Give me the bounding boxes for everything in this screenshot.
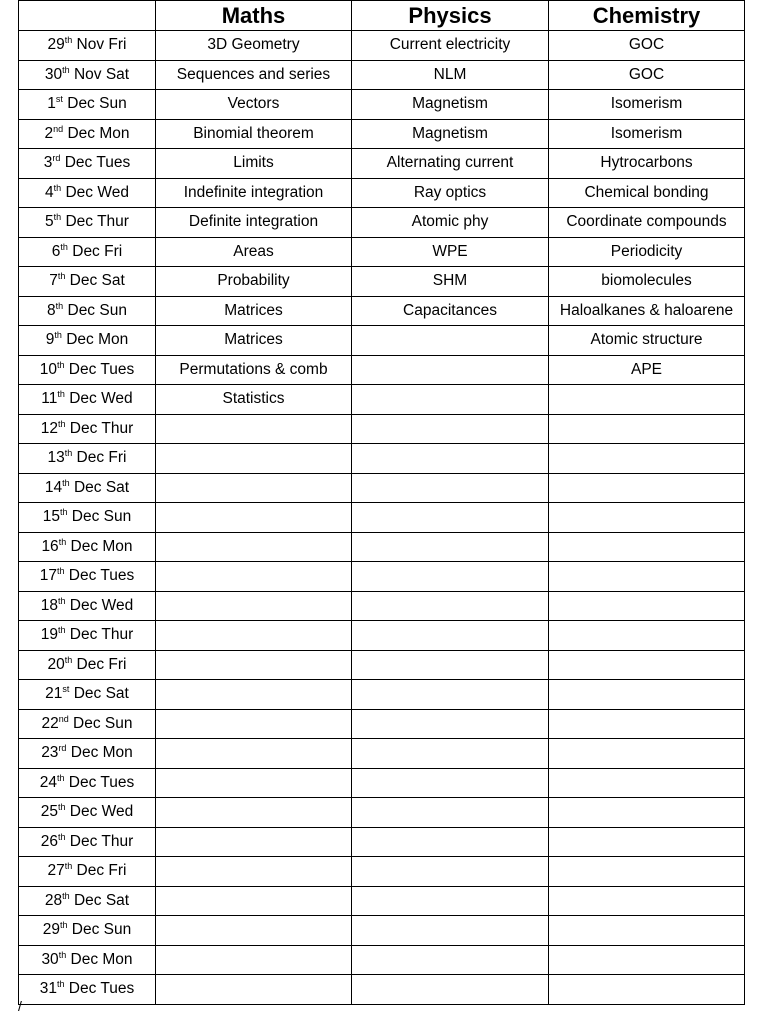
physics-topic-cell: SHM: [352, 267, 549, 297]
maths-topic-cell: Sequences and series: [156, 60, 352, 90]
date-day: 2: [44, 124, 54, 142]
table-row: [19, 296, 745, 326]
table-row: [19, 739, 745, 769]
table-row: [19, 709, 745, 739]
maths-topic-cell: Indefinite integration: [156, 178, 352, 208]
table-row: [19, 562, 745, 592]
chemistry-topic-cell: biomolecules: [549, 267, 745, 297]
table-row: [19, 178, 745, 208]
physics-topic-cell: WPE: [352, 237, 549, 267]
date-month-weekday: Dec Sun: [67, 508, 132, 526]
maths-topic-cell: [156, 680, 352, 710]
date-month-weekday: Dec Mon: [66, 950, 133, 968]
physics-topic-cell: [352, 739, 549, 769]
maths-topic-cell: [156, 562, 352, 592]
date-month-weekday: Dec Wed: [64, 390, 133, 408]
physics-topic-cell: Current electricity: [352, 31, 549, 61]
date-cell: [19, 739, 156, 769]
table-row: [19, 886, 745, 916]
chemistry-topic-cell: Chemical bonding: [549, 178, 745, 208]
date-cell: [19, 503, 156, 533]
maths-topic-cell: [156, 591, 352, 621]
physics-topic-cell: [352, 355, 549, 385]
physics-topic-cell: [352, 916, 549, 946]
date-day: 12: [40, 419, 58, 437]
date-month-weekday: Dec Thur: [65, 419, 134, 437]
date-month-weekday: Dec Thur: [65, 626, 134, 644]
date-ordinal-suffix: th: [54, 330, 62, 341]
date-month-weekday: Dec Fri: [67, 242, 123, 260]
date-cell: [19, 60, 156, 90]
chemistry-topic-cell: Isomerism: [549, 90, 745, 120]
table-row: [19, 149, 745, 179]
date-day: 24: [39, 773, 57, 791]
table-row: [19, 798, 745, 828]
date-month-weekday: Dec Sat: [69, 478, 130, 496]
maths-topic-cell: Areas: [156, 237, 352, 267]
chemistry-topic-cell: [549, 857, 745, 887]
physics-topic-cell: Magnetism: [352, 90, 549, 120]
header-maths: Maths: [156, 1, 352, 31]
physics-topic-cell: [352, 709, 549, 739]
date-day: 28: [44, 891, 63, 909]
date-ordinal-suffix: th: [62, 477, 70, 488]
header-physics: Physics: [352, 1, 549, 31]
date-day: 7: [49, 272, 58, 290]
physics-topic-cell: Ray optics: [352, 178, 549, 208]
date-month-weekday: Nov Fri: [72, 36, 127, 54]
chemistry-topic-cell: [549, 444, 745, 474]
date-cell: [19, 975, 156, 1005]
chemistry-topic-cell: [549, 532, 745, 562]
header-row: [19, 1, 745, 31]
date-cell: [19, 296, 156, 326]
date-day: 4: [45, 183, 54, 201]
date-ordinal-suffix: th: [58, 536, 67, 547]
date-day: 21: [45, 685, 63, 703]
date-cell: [19, 444, 156, 474]
date-cell: [19, 532, 156, 562]
maths-topic-cell: [156, 768, 352, 798]
date-cell: [19, 680, 156, 710]
chemistry-topic-cell: [549, 473, 745, 503]
chemistry-topic-cell: Isomerism: [549, 119, 745, 149]
date-ordinal-suffix: th: [57, 389, 65, 400]
maths-topic-cell: [156, 798, 352, 828]
maths-topic-cell: Matrices: [156, 296, 352, 326]
date-day: 14: [44, 478, 63, 496]
date-month-weekday: Dec Sat: [69, 891, 130, 909]
date-ordinal-suffix: th: [64, 35, 73, 46]
date-month-weekday: Dec Fri: [72, 862, 127, 880]
maths-topic-cell: [156, 650, 352, 680]
table-row: [19, 90, 745, 120]
physics-topic-cell: Capacitances: [352, 296, 549, 326]
maths-topic-cell: [156, 532, 352, 562]
maths-topic-cell: [156, 886, 352, 916]
study-schedule-table: [18, 0, 745, 1005]
date-cell: [19, 237, 156, 267]
maths-topic-cell: [156, 414, 352, 444]
maths-topic-cell: Probability: [156, 267, 352, 297]
date-cell: [19, 886, 156, 916]
physics-topic-cell: [352, 680, 549, 710]
date-day: 30: [44, 65, 63, 83]
date-ordinal-suffix: th: [53, 182, 62, 193]
date-day: 9: [45, 331, 55, 349]
date-month-weekday: Dec Thur: [65, 832, 134, 850]
date-ordinal-suffix: th: [56, 772, 65, 783]
date-day: 22: [41, 714, 59, 732]
date-month-weekday: Dec Tues: [60, 154, 131, 172]
table-row: [19, 650, 745, 680]
date-cell: [19, 827, 156, 857]
maths-topic-cell: [156, 739, 352, 769]
date-cell: [19, 621, 156, 651]
chemistry-topic-cell: [549, 414, 745, 444]
maths-topic-cell: 3D Geometry: [156, 31, 352, 61]
date-ordinal-suffix: th: [56, 359, 65, 370]
physics-topic-cell: [352, 473, 549, 503]
date-month-weekday: Dec Sat: [69, 685, 129, 703]
table-row: [19, 532, 745, 562]
maths-topic-cell: Vectors: [156, 90, 352, 120]
date-cell: [19, 267, 156, 297]
table-row: [19, 414, 745, 444]
date-ordinal-suffix: th: [62, 64, 70, 75]
date-ordinal-suffix: th: [57, 595, 66, 606]
date-month-weekday: Dec Sat: [65, 272, 125, 290]
date-ordinal-suffix: th: [57, 831, 66, 842]
maths-topic-cell: [156, 621, 352, 651]
physics-topic-cell: [352, 621, 549, 651]
date-ordinal-suffix: th: [59, 507, 68, 518]
date-cell: [19, 149, 156, 179]
date-ordinal-suffix: th: [62, 890, 70, 901]
chemistry-topic-cell: [549, 650, 745, 680]
date-day: 26: [40, 832, 58, 850]
physics-topic-cell: [352, 562, 549, 592]
table-row: [19, 444, 745, 474]
date-ordinal-suffix: th: [64, 654, 73, 665]
date-ordinal-suffix: th: [64, 448, 73, 459]
maths-topic-cell: [156, 916, 352, 946]
date-ordinal-suffix: st: [62, 684, 70, 695]
maths-topic-cell: [156, 857, 352, 887]
physics-topic-cell: [352, 886, 549, 916]
maths-topic-cell: Definite integration: [156, 208, 352, 238]
date-ordinal-suffix: st: [55, 94, 63, 105]
date-cell: [19, 945, 156, 975]
date-day: 30: [41, 950, 59, 968]
chemistry-topic-cell: APE: [549, 355, 745, 385]
date-ordinal-suffix: th: [57, 802, 66, 813]
table-row: [19, 385, 745, 415]
physics-topic-cell: [352, 503, 549, 533]
date-cell: [19, 768, 156, 798]
date-day: 8: [47, 301, 56, 319]
table-row: [19, 60, 745, 90]
date-day: 20: [47, 655, 65, 673]
table-row: [19, 267, 745, 297]
date-ordinal-suffix: th: [56, 979, 65, 990]
chemistry-topic-cell: Hytrocarbons: [549, 149, 745, 179]
maths-topic-cell: [156, 975, 352, 1005]
date-month-weekday: Dec Tues: [64, 980, 135, 998]
physics-topic-cell: [352, 650, 549, 680]
date-cell: [19, 208, 156, 238]
date-month-weekday: Dec Mon: [66, 744, 133, 762]
chemistry-topic-cell: GOC: [549, 31, 745, 61]
table-row: [19, 208, 745, 238]
date-cell: [19, 473, 156, 503]
physics-topic-cell: Magnetism: [352, 119, 549, 149]
footer-mark: /: [18, 998, 22, 1014]
schedule-body: [19, 31, 745, 1005]
date-day: 6: [51, 242, 61, 260]
date-day: 27: [47, 862, 65, 880]
date-cell: [19, 178, 156, 208]
date-ordinal-suffix: th: [57, 271, 66, 282]
chemistry-topic-cell: [549, 798, 745, 828]
physics-topic-cell: [352, 768, 549, 798]
date-cell: [19, 326, 156, 356]
maths-topic-cell: [156, 709, 352, 739]
date-month-weekday: Dec Wed: [61, 183, 129, 201]
physics-topic-cell: [352, 532, 549, 562]
date-cell: [19, 31, 156, 61]
table-row: [19, 945, 745, 975]
date-day: 15: [42, 508, 60, 526]
date-cell: [19, 916, 156, 946]
date-day: 18: [40, 596, 58, 614]
date-month-weekday: Dec Mon: [61, 331, 129, 349]
table-row: [19, 237, 745, 267]
chemistry-topic-cell: [549, 385, 745, 415]
physics-topic-cell: Atomic phy: [352, 208, 549, 238]
physics-topic-cell: NLM: [352, 60, 549, 90]
date-month-weekday: Dec Tues: [64, 360, 135, 378]
date-day: 16: [41, 537, 59, 555]
date-cell: [19, 857, 156, 887]
date-day: 23: [41, 744, 59, 762]
physics-topic-cell: [352, 414, 549, 444]
date-month-weekday: Dec Sun: [68, 714, 133, 732]
date-cell: [19, 562, 156, 592]
date-day: 5: [45, 213, 54, 231]
maths-topic-cell: Statistics: [156, 385, 352, 415]
maths-topic-cell: Matrices: [156, 326, 352, 356]
date-month-weekday: Dec Mon: [63, 124, 130, 142]
chemistry-topic-cell: [549, 591, 745, 621]
table-row: [19, 975, 745, 1005]
maths-topic-cell: Permutations & comb: [156, 355, 352, 385]
physics-topic-cell: [352, 385, 549, 415]
chemistry-topic-cell: Atomic structure: [549, 326, 745, 356]
date-ordinal-suffix: th: [58, 949, 67, 960]
date-month-weekday: Dec Sun: [62, 95, 127, 113]
physics-topic-cell: [352, 945, 549, 975]
maths-topic-cell: Limits: [156, 149, 352, 179]
chemistry-topic-cell: GOC: [549, 60, 745, 90]
date-ordinal-suffix: th: [53, 212, 62, 223]
physics-topic-cell: Alternating current: [352, 149, 549, 179]
date-cell: [19, 90, 156, 120]
header-date: [19, 1, 156, 31]
date-month-weekday: Dec Mon: [66, 537, 133, 555]
date-day: 17: [39, 567, 57, 585]
chemistry-topic-cell: Periodicity: [549, 237, 745, 267]
date-ordinal-suffix: nd: [58, 713, 69, 724]
chemistry-topic-cell: [549, 739, 745, 769]
maths-topic-cell: [156, 827, 352, 857]
table-row: [19, 326, 745, 356]
maths-topic-cell: Binomial theorem: [156, 119, 352, 149]
date-month-weekday: Dec Wed: [65, 803, 134, 821]
date-ordinal-suffix: th: [56, 566, 65, 577]
date-day: 10: [39, 360, 57, 378]
maths-topic-cell: [156, 945, 352, 975]
date-ordinal-suffix: rd: [52, 153, 61, 164]
chemistry-topic-cell: [549, 562, 745, 592]
table-row: [19, 916, 745, 946]
physics-topic-cell: [352, 798, 549, 828]
date-ordinal-suffix: th: [64, 861, 73, 872]
date-cell: [19, 591, 156, 621]
chemistry-topic-cell: [549, 680, 745, 710]
chemistry-topic-cell: [549, 621, 745, 651]
date-month-weekday: Dec Sun: [63, 301, 127, 319]
chemistry-topic-cell: [549, 886, 745, 916]
chemistry-topic-cell: Coordinate compounds: [549, 208, 745, 238]
date-month-weekday: Dec Tues: [64, 567, 135, 585]
date-month-weekday: Dec Tues: [64, 773, 135, 791]
date-day: 29: [42, 921, 60, 939]
date-month-weekday: Dec Fri: [72, 655, 127, 673]
date-cell: [19, 414, 156, 444]
date-day: 1: [47, 95, 56, 113]
physics-topic-cell: [352, 444, 549, 474]
table-row: [19, 473, 745, 503]
date-ordinal-suffix: th: [55, 300, 64, 311]
date-month-weekday: Dec Thur: [61, 213, 129, 231]
table-row: [19, 355, 745, 385]
table-row: [19, 621, 745, 651]
chemistry-topic-cell: [549, 916, 745, 946]
date-ordinal-suffix: nd: [53, 123, 64, 134]
date-month-weekday: Dec Sun: [67, 921, 132, 939]
date-day: 13: [47, 449, 65, 467]
table-row: [19, 680, 745, 710]
table-row: [19, 857, 745, 887]
date-ordinal-suffix: rd: [58, 743, 67, 754]
chemistry-topic-cell: [549, 975, 745, 1005]
date-month-weekday: Nov Sat: [69, 65, 130, 83]
date-ordinal-suffix: th: [57, 625, 66, 636]
table-row: [19, 31, 745, 61]
date-day: 25: [40, 803, 58, 821]
table-row: [19, 119, 745, 149]
chemistry-topic-cell: Haloalkanes & haloarene: [549, 296, 745, 326]
maths-topic-cell: [156, 473, 352, 503]
date-month-weekday: Dec Fri: [72, 449, 127, 467]
chemistry-topic-cell: [549, 945, 745, 975]
physics-topic-cell: [352, 827, 549, 857]
date-cell: [19, 650, 156, 680]
date-cell: [19, 385, 156, 415]
maths-topic-cell: [156, 444, 352, 474]
date-day: 29: [47, 36, 65, 54]
table-row: [19, 591, 745, 621]
date-ordinal-suffix: th: [60, 241, 68, 252]
date-month-weekday: Dec Wed: [65, 596, 134, 614]
table-row: [19, 503, 745, 533]
table-row: [19, 768, 745, 798]
header-chemistry: Chemistry: [549, 1, 745, 31]
chemistry-topic-cell: [549, 503, 745, 533]
physics-topic-cell: [352, 975, 549, 1005]
date-day: 3: [43, 154, 53, 172]
date-day: 11: [41, 390, 58, 408]
physics-topic-cell: [352, 591, 549, 621]
maths-topic-cell: [156, 503, 352, 533]
chemistry-topic-cell: [549, 827, 745, 857]
date-cell: [19, 709, 156, 739]
physics-topic-cell: [352, 857, 549, 887]
chemistry-topic-cell: [549, 768, 745, 798]
date-cell: [19, 798, 156, 828]
date-day: 31: [39, 980, 57, 998]
date-cell: [19, 355, 156, 385]
physics-topic-cell: [352, 326, 549, 356]
table-row: [19, 827, 745, 857]
date-day: 19: [40, 626, 58, 644]
chemistry-topic-cell: [549, 709, 745, 739]
date-cell: [19, 119, 156, 149]
date-ordinal-suffix: th: [57, 418, 66, 429]
date-ordinal-suffix: th: [59, 920, 68, 931]
